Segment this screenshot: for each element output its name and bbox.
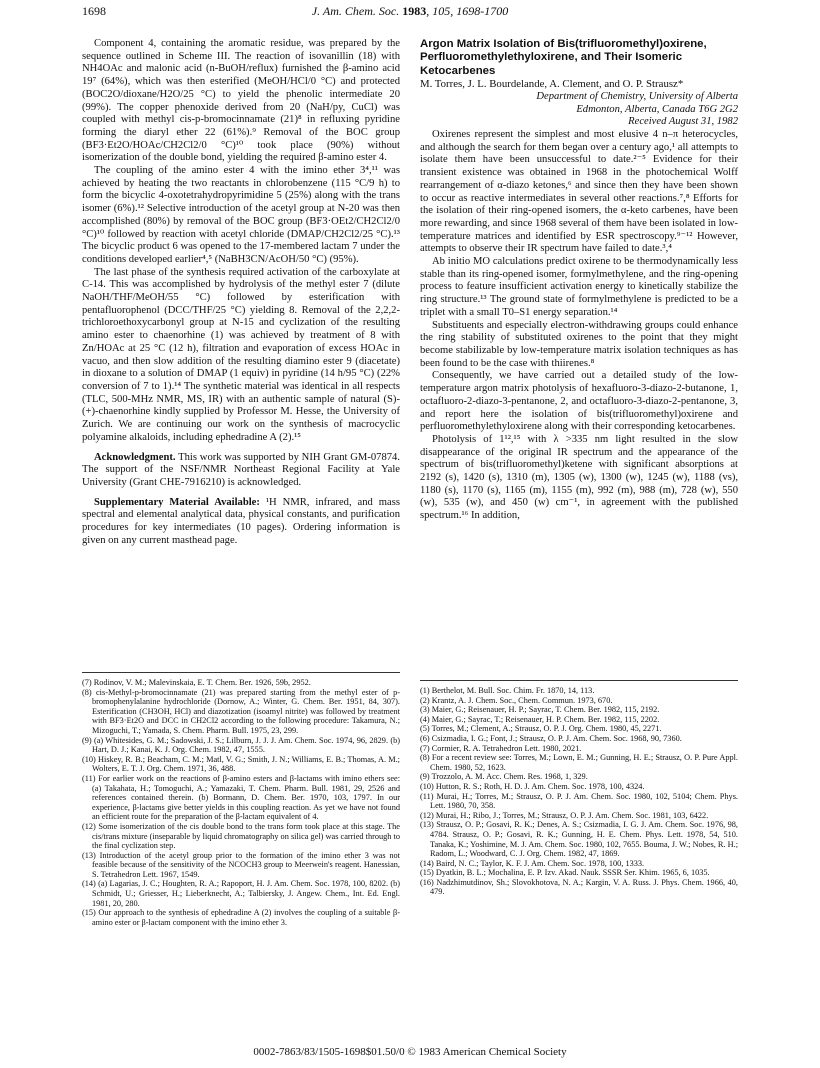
footnote: (11) For earlier work on the reactions of β-amino esters and β-lactams with imino ethers see: (a) Takahata, H.; Tomoguchi, A.; Yamazaki, T. Chem. Pharm. Bull. 1981, 29, 2526 and references contained therein. (b) Bormann, D. Chem. Ber. 1970, 103, 1797. In our experience, β-lactams give better yields in this coupling reaction. As yet we have not found an efficient route for the preparation of the β-lactam equivalent of 4. <box>82 773 400 822</box>
supplementary-label: Supplementary Material Available: <box>94 496 260 508</box>
footnote: (10) Hutton, R. S.; Roth, H. D. J. Am. Chem. Soc. 1978, 100, 4324. <box>420 781 645 791</box>
supplementary-text: ¹H NMR, infrared, and mass spectral and elemental analytical data, physical constants, and purification procedures for key intermediates (10 pages). Ordering information is given on any current masthead page. <box>82 496 400 546</box>
acknowledgment-label: Acknowledgment. <box>94 451 176 463</box>
footnote: (12) Murai, H.; Ribo, J.; Torres, M.; Strausz, O. P. J. Am. Chem. Soc. 1981, 103, 6422. <box>420 810 709 820</box>
left-paragraph: The last phase of the synthesis required activation of the carboxylate at C-14. This was accomplished by hydrolysis of the methyl ester 7 (dilute NaOH/THF/MeOH/55 °C) followed by esterification with pentafluorophenol (DCC/THF/25 °C) yielding 8. Removal of the 2,2,2-trichloroethoxycarbonyl group at N-15 and cyclization of the resulting amino ester to chaenorhine (1) was achieved by treatment of 8 with Zn/HOAc at 25 °C (12 h), filtration and evaporation of excess HOAc in vacuo, and then slow addition of the resulting diamino ester 9 (diacetate) in dioxane to a solution of DMAP (1 equiv) in pyridine (14 h/95 °C) (22% conversion of 7 to 1).¹⁴ The synthetic material was identical in all respects (TLC, 500-MHz NMR, MS, IR) with an authentic sample of natural (S)-(+)-chaenorhine kindly supplied by Professor M. Hesse, the University of Zurich. We are continuing our work on the synthesis of macrocyclic polyamine alkaloids, including ephedradine A (2).¹⁵ <box>82 266 400 443</box>
footnote: (13) Strausz, O. P.; Gosavi, R. K.; Denes, A. S.; Csizmadia, I. G. J. Am. Chem. Soc. 1976, 98, 4784. Strausz, O. P.; Gosavi, R. K.; Gunning, H. E. Chem. Phys. Lett. 1978, 54, 510. Tanaka, K.; Yoshimine, M. J. Am. Chem. Soc. 1980, 102, 7655. Bouma, J. W.; Nobes, R. H.; Radom, L.; Woodward, C. J. Org. Chem. 1982, 47, 1869. <box>420 820 738 859</box>
footnote: (11) Murai, H.; Torres, M.; Strausz, O. P. J. Am. Chem. Soc. 1980, 102, 5104; Chem. Phys. Lett. 1980, 70, 358. <box>420 791 738 811</box>
affiliation-line: Department of Chemistry, University of Alberta <box>536 90 738 102</box>
right-paragraph: Ab initio MO calculations predict oxirene to be thermodynamically less stable than its ring-opened isomer, formylmethylene, and the ring-opening process to feature insufficient activation energy to kinetically stabilize the ring structure.¹³ The ground state of formylmethylene is predicted to be a triplet with a small T0–S1 energy separation.¹⁴ <box>420 256 738 318</box>
footnote: (9) Trozzolo, A. M. Acc. Chem. Res. 1968, 1, 329. <box>420 772 588 782</box>
page-number: 1698 <box>82 4 106 18</box>
footnote: (13) Introduction of the acetyl group prior to the formation of the imino ether 3 was not feasible because of the sensitivity of the NCOCH3 group to Meerwein's reagent. Hanessian, S. Tetrahedron Lett. 1967, 1549. <box>82 850 400 879</box>
footnote: (14) (a) Lagarias, J. C.; Houghten, R. A.; Rapoport, H. J. Am. Chem. Soc. 1978, 100, 8202. (b) Schmidt, U.; Griesser, H.; Lieberknecht, A.; Talbiersky, J. Angew. Chem., Int. Ed. Engl. 1981, 20, 280. <box>82 879 400 908</box>
left-paragraph: Component 4, containing the aromatic residue, was prepared by the sequence outlined in Scheme III. The reaction of isovanillin (18) with NH4OAc and malonic acid (n-BuOH/reflux) furnished the β-amino acid 19⁷ (64%), which was then esterified (MeOH/HCl/0 °C) and protected (BOC2O/dioxane/H2O/25 °C) to yield the phenolic intermediate 20 (99%). The copper phenoxide derived from 20 (NaH/py, CuCl) was coupled with methyl cis-p-bromocinnamate (21)⁸ in refluxing pyridine forming the diaryl ether 22 (61%).⁹ Removal of the BOC group (BF3·Et2O/HOAc/CH2Cl2/0 °C)¹⁰ took place (90%) without isomerization of the double bond, yielding the required β-amino ester 4. <box>82 38 400 164</box>
footnote: (1) Berthelot, M. Bull. Soc. Chim. Fr. 1870, 14, 113. <box>420 686 595 695</box>
footnote: (3) Maier, G.; Reisenauer, H. P.; Sayrac, T. Chem. Ber. 1982, 115, 2192. <box>420 705 660 715</box>
footnote: (10) Hiskey, R. B.; Beacham, C. M.; Matl, V. G.; Smith, J. N.; Williams, E. B.; Thomas, A. M.; Wolters, E. T. J. Org. Chem. 1971, 36, 488. <box>82 754 400 774</box>
right-column <box>420 38 738 523</box>
supplementary-material <box>82 497 400 548</box>
right-paragraph: Consequently, we have carried out a detailed study of the low-temperature argon matrix photolysis of hexafluoro-3-diazo-2-butanone, 1, octafluoro-2-diazo-3-pentanone, 2, and octafluoro-3-diazo-2-pentanone, 3, and report here the isolation of bis(trifluoromethyl)oxirene and perfluoromethylethyloxirene along with their corresponding ketocarbenes. <box>420 370 738 433</box>
left-paragraph: The coupling of the amino ester 4 with the imino ether 3⁴,¹¹ was achieved by heating the two reactants in chlorobenzene (115 °C/9 h) to form the bicyclic 4-oxotetrahydropyrimidine 5 (25%) along with the trans isomer (6%).¹² Selective introduction of the acetyl group at N-20 was then accomplished (80%) by removal of the BOC group (BF3·OEt2/CH2Cl2/0 °C)¹⁰ followed by reaction with acetyl chloride (DMAP/CH2Cl2/25 °C).¹³ The bicyclic product 6 was opened to the 17-membered lactam 7 under the conditions developed earlier⁴,⁵ (NaBH3CN/AcOH/50 °C) (95%). <box>82 165 400 265</box>
footnote: (16) Nadzhimutdinov, Sh.; Slovokhotova, N. A.; Kargin, V. A. Russ. J. Phys. Chem. 1966, 40, 479. <box>420 877 738 897</box>
footnote: (9) (a) Whitesides, G. M.; Sadowski, J. S.; Lilburn, J. J. J. Am. Chem. Soc. 1974, 96, 2829. (b) Hart, D. J.; Kanai, K. J. Org. Chem. 1982, 47, 1555. <box>82 735 400 755</box>
journal-citation <box>82 4 738 19</box>
acknowledgment-text: This work was supported by NIH Grant GM-07874. The support of the NSF/NMR Northeast Regional Facility at Yale University (Grant CHE-7916210) is acknowledged. <box>82 451 400 488</box>
footnote: (12) Some isomerization of the cis double bond to the trans form took place at this stage. The cis/trans mixture (inseparable by liquid chromatography on silica gel) was carried through to the final cyclization step. <box>82 821 400 851</box>
footnote-rule <box>82 672 400 673</box>
journal-volume-pages: , 105, 1698-1700 <box>426 4 509 18</box>
running-header <box>82 4 738 24</box>
right-paragraph: Photolysis of 1¹²,¹⁵ with λ >335 nm light resulted in the slow disappearance of the original IR spectrum and the appearance of the spectrum of bis(trifluoromethyl)ketene with significant absorptions at 2192 (s), 1420 (s), 1310 (m), 1305 (w), 1300 (w), 1245 (w), 1188 (vs), 1180 (s), 1170 (s), 1165 (m), 1155 (m), 992 (m), 988 (m), 728 (w), 550 (w), 535 (w), and 450 (w) cm⁻¹, in agreement with the published spectrum.¹⁶ In addition, <box>420 433 738 522</box>
footnote-rule <box>420 680 738 681</box>
footnote: (14) Baird, N. C.; Taylor, K. F. J. Am. Chem. Soc. 1978, 100, 1333. <box>420 858 645 868</box>
article-title: Argon Matrix Isolation of Bis(trifluoromethyl)oxirene, Perfluoromethylethyloxirene, and Their Isomeric Ketocarbenes <box>420 38 707 77</box>
footnote: (8) cis-Methyl-p-bromocinnamate (21) was prepared starting from the methyl ester of p-bromophenylalanine hydrochloride (Dornow, A.; Winter, G. Chem. Ber. 1951, 84, 307). Esterification (CH3OH, HCl) and diazotization (isoamyl nitrite) was followed by treatment with BF3·Et2O and DCC in CH2Cl2 according to the following procedure: Takamura, N.; Mizoguchi, T.; Yamada, S. Chem. Pharm. Bull. 1975, 23, 299. <box>82 687 400 735</box>
right-paragraph: Substituents and especially electron-withdrawing groups could enhance the ring stability of substituted oxirenes to the point that they might become stabilizable by low-temperature matrix isolation techniques as has been found to be the case with thiirenes.⁸ <box>420 319 738 369</box>
footnote: (15) Dyatkin, B. L.; Mochalina, E. P. Izv. Akad. Nauk. SSSR Ser. Khim. 1965, 6, 1035. <box>420 868 710 878</box>
footnote: (7) Rodinov, V. M.; Malevinskaia, E. T. Chem. Ber. 1926, 59b, 2952. <box>82 678 311 687</box>
footnote: (5) Torres, M.; Clement, A.; Strausz, O. P. J. Org. Chem. 1980, 45, 2271. <box>420 724 662 734</box>
footnote: (7) Cormier, R. A. Tetrahedron Lett. 1980, 2021. <box>420 743 582 753</box>
left-column <box>82 38 400 547</box>
copyright-footer: 0002-7863/83/1505-1698$01.50/0 © 1983 American Chemical Society <box>253 1046 567 1058</box>
affiliation-line: Edmonton, Alberta, Canada T6G 2G2 <box>576 103 738 115</box>
journal-name: J. Am. Chem. Soc. <box>311 4 400 18</box>
footnote: (6) Csizmadia, I. G.; Font, J.; Strausz, O. P. J. Am. Chem. Soc. 1968, 90, 7360. <box>420 733 682 743</box>
footnote: (8) For a recent review see: Torres, M.; Lown, E. M.; Gunning, H. E.; Strausz, O. P. Pure Appl. Chem. 1980, 52, 1623. <box>420 753 738 772</box>
article-affiliation <box>420 91 738 116</box>
journal-year: 1983 <box>402 4 427 18</box>
footnote: (4) Maier, G.; Sayrac, T.; Reisenauer, H. P. Chem. Ber. 1982, 115, 2202. <box>420 714 660 724</box>
footnote: (2) Krantz, A. J. Chem. Soc., Chem. Commun. 1973, 670. <box>420 695 613 705</box>
right-paragraph: Oxirenes represent the simplest and most elusive 4 n–π heterocycles, and although the search for them began over a century ago,¹ all attempts to isolate them have been unsuccessful to date.²⁻⁵ Evidence for their transient existence was obtained in 1968 in the photochemical Wolff rearrangement of α-diazo ketones,⁶ and since then they have been shown to occur as reactive intermediates in several other reactions.⁷,⁸ Efforts for the isolation of their ring-opened isomers, the α-keto carbenes, have been more rewarding, and since 1968 several of them have been isolated in low-temperature matrices and identified by ESR spectroscopy.⁹⁻¹² However, attempts to observe their IR spectrum have failed to date.³,⁴ <box>420 129 738 255</box>
left-footnotes <box>82 672 400 927</box>
right-footnotes <box>420 680 738 897</box>
received-date: Received August 31, 1982 <box>628 116 738 128</box>
article-authors: M. Torres, J. L. Bourdelande, A. Clement, and O. P. Strausz* <box>420 78 684 91</box>
acknowledgment <box>82 452 400 490</box>
footnote: (15) Our approach to the synthesis of ephedradine A (2) involves the coupling of a suitable β-amino ester or β-lactam component with the imino ether 3. <box>82 908 400 927</box>
